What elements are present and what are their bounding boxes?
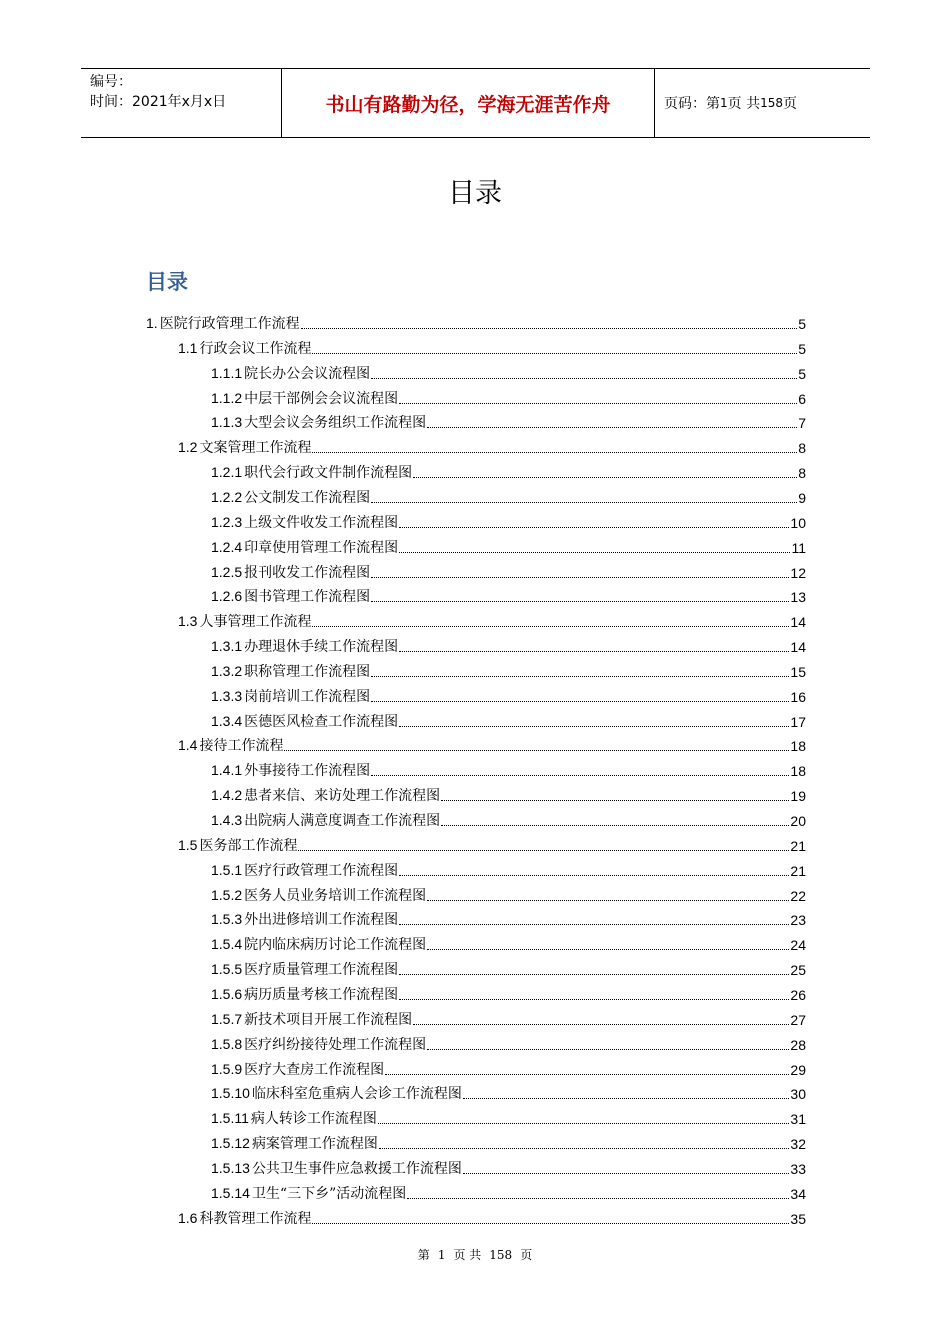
toc-entry-number: 1.3.2 bbox=[211, 662, 243, 679]
toc-entry-title: 医务人员业务培训工作流程图 bbox=[244, 887, 427, 904]
toc-entry-label bbox=[211, 462, 412, 483]
toc-entry-label bbox=[211, 412, 426, 433]
toc-entry-title: 图书管理工作流程图 bbox=[244, 589, 371, 606]
toc-entry-label bbox=[211, 388, 398, 409]
toc-entry-number: 1.5.12 bbox=[211, 1135, 250, 1152]
toc-entry-number: 1. bbox=[146, 315, 158, 331]
toc-entry-number: 1.4.1 bbox=[211, 762, 243, 779]
toc-entry-page: 28 bbox=[790, 1036, 806, 1053]
toc-entry-title: 医务部工作流程 bbox=[199, 837, 298, 854]
toc-entry-number: 1.3.4 bbox=[211, 712, 243, 729]
toc-dot-leader bbox=[371, 600, 789, 602]
toc-entry-label bbox=[211, 487, 370, 508]
toc-entry-label bbox=[211, 1009, 412, 1030]
toc-entry-label bbox=[211, 537, 398, 558]
toc-dot-leader bbox=[413, 1023, 789, 1025]
toc-entry-number: 1.5.11 bbox=[211, 1110, 249, 1127]
toc-entry[interactable] bbox=[211, 807, 806, 831]
footer-suffix: 页 bbox=[520, 1248, 533, 1262]
footer-total: 158 bbox=[489, 1248, 513, 1262]
toc-entry-label bbox=[211, 1083, 462, 1104]
toc-entry-number: 1.5.4 bbox=[211, 936, 243, 953]
toc-entry-title: 印章使用管理工作流程图 bbox=[244, 539, 399, 556]
toc-entry-number: 1.5.2 bbox=[211, 886, 243, 903]
toc-dot-leader bbox=[399, 998, 789, 1000]
toc-entry[interactable] bbox=[211, 583, 806, 607]
toc-dot-leader bbox=[371, 501, 797, 503]
toc-entry[interactable] bbox=[211, 981, 806, 1005]
toc-dot-leader bbox=[399, 551, 790, 553]
toc-entry-number: 1.5.3 bbox=[211, 911, 243, 928]
toc-entry-page: 32 bbox=[790, 1136, 806, 1153]
toc-dot-leader bbox=[399, 650, 789, 652]
toc-entry-title: 接待工作流程 bbox=[199, 738, 284, 755]
toc-entry-page: 29 bbox=[790, 1061, 806, 1078]
toc-entry[interactable] bbox=[178, 732, 806, 756]
toc-entry-label bbox=[211, 885, 426, 906]
page-footer bbox=[0, 1246, 950, 1263]
toc-entry-number: 1.2.2 bbox=[211, 488, 243, 505]
toc-entry-number: 1.6 bbox=[178, 1209, 198, 1226]
toc-entry-title: 职代会行政文件制作流程图 bbox=[244, 465, 413, 482]
footer-current: 1 bbox=[437, 1248, 446, 1262]
toc-entry-title: 公文制发工作流程图 bbox=[244, 489, 371, 506]
header-page-total: 158 bbox=[760, 96, 783, 110]
toc-dot-leader bbox=[301, 327, 798, 329]
toc-entry-page: 23 bbox=[790, 912, 806, 929]
toc-entry-page: 8 bbox=[798, 465, 806, 482]
toc-dot-leader bbox=[371, 377, 797, 379]
toc-entry-page: 15 bbox=[790, 663, 806, 680]
toc-dot-leader bbox=[463, 1172, 789, 1174]
toc-entry[interactable] bbox=[211, 1056, 806, 1080]
page-header bbox=[81, 68, 870, 138]
toc-entry-number: 1.2.3 bbox=[211, 513, 243, 530]
toc-entry-number: 1.2.4 bbox=[211, 538, 243, 555]
toc-dot-leader bbox=[371, 774, 789, 776]
toc-entry-title: 医疗行政管理工作流程图 bbox=[244, 862, 399, 879]
toc-entry[interactable] bbox=[211, 906, 806, 930]
toc-entry-number: 1.2 bbox=[178, 439, 198, 456]
toc-entry-page: 5 bbox=[798, 316, 806, 332]
toc-entry-title: 办理退休手续工作流程图 bbox=[244, 639, 399, 656]
toc-entry-page: 12 bbox=[790, 564, 806, 581]
toc-entry-number: 1.5.13 bbox=[211, 1159, 250, 1176]
toc-entry[interactable] bbox=[211, 683, 806, 707]
toc-entry-title: 行政会议工作流程 bbox=[199, 340, 312, 357]
toc-entry-title: 外出进修培训工作流程图 bbox=[244, 912, 399, 929]
toc-entry[interactable] bbox=[211, 882, 806, 906]
toc-entry-number: 1.5.7 bbox=[211, 1010, 243, 1027]
toc-entry-page: 22 bbox=[790, 887, 806, 904]
toc-entry-label bbox=[211, 1059, 384, 1080]
toc-entry[interactable] bbox=[211, 857, 806, 881]
toc-entry-page: 30 bbox=[790, 1086, 806, 1103]
toc-entry-number: 1.4.2 bbox=[211, 787, 243, 804]
toc-entry-page: 5 bbox=[798, 340, 806, 357]
footer-prefix: 第 bbox=[417, 1248, 430, 1262]
footer-mid: 页 共 bbox=[453, 1248, 482, 1262]
toc-dot-leader bbox=[312, 1222, 789, 1224]
toc-entry-page: 5 bbox=[798, 365, 806, 382]
toc-entry-label bbox=[178, 611, 311, 632]
toc-entry-page: 26 bbox=[790, 986, 806, 1003]
header-page-current: 1 bbox=[720, 96, 728, 110]
toc-entry-page: 14 bbox=[790, 614, 806, 631]
toc-entry[interactable] bbox=[211, 782, 806, 806]
toc-entry-title: 医德医风检查工作流程图 bbox=[244, 713, 399, 730]
toc-entry-title: 医疗大查房工作流程图 bbox=[244, 1061, 385, 1078]
toc-entry-page: 18 bbox=[790, 738, 806, 755]
toc-dot-leader bbox=[379, 1147, 789, 1149]
toc-entry-number: 1.1 bbox=[178, 339, 198, 356]
toc-entry-label bbox=[211, 860, 398, 881]
toc-entry-label bbox=[178, 437, 311, 458]
toc-entry-label bbox=[211, 959, 398, 980]
toc-entry[interactable] bbox=[211, 534, 806, 558]
toc-entry-label bbox=[211, 760, 370, 781]
toc-entry[interactable] bbox=[211, 409, 806, 433]
toc-entry-title: 上级文件收发工作流程图 bbox=[244, 514, 399, 531]
toc-entry-label bbox=[211, 1133, 378, 1154]
header-page-prefix: 页码：第 bbox=[664, 96, 720, 112]
toc-entry[interactable] bbox=[211, 658, 806, 682]
toc-entry[interactable] bbox=[211, 1031, 806, 1055]
toc-dot-leader bbox=[441, 799, 789, 801]
toc-entry-title: 病人转诊工作流程图 bbox=[250, 1111, 377, 1128]
toc-entry[interactable] bbox=[178, 1205, 806, 1229]
toc-entry-page: 10 bbox=[790, 514, 806, 531]
toc-entry-number: 1.2.1 bbox=[211, 464, 243, 481]
document-id-label: 编号： bbox=[90, 74, 132, 90]
toc-entry[interactable] bbox=[211, 360, 806, 384]
toc-entry-page: 14 bbox=[790, 639, 806, 656]
toc-dot-leader bbox=[399, 725, 789, 727]
toc-entry[interactable] bbox=[211, 1155, 806, 1179]
toc-entry[interactable] bbox=[211, 708, 806, 732]
toc-entry-label bbox=[211, 711, 398, 732]
toc-dot-leader bbox=[413, 476, 797, 478]
toc-dot-leader bbox=[399, 402, 797, 404]
toc-dot-leader bbox=[441, 824, 789, 826]
toc-dot-leader bbox=[407, 1197, 789, 1199]
toc-dot-leader bbox=[399, 874, 789, 876]
toc-entry-label bbox=[211, 909, 398, 930]
toc-entry-page: 24 bbox=[790, 937, 806, 954]
toc-dot-leader bbox=[371, 675, 789, 677]
toc-entry-title: 职称管理工作流程图 bbox=[244, 663, 371, 680]
toc-entry-label bbox=[211, 1108, 377, 1129]
toc-dot-leader bbox=[427, 948, 789, 950]
toc-entry-label bbox=[146, 313, 300, 334]
toc-dot-leader bbox=[378, 1122, 790, 1124]
toc-dot-leader bbox=[399, 923, 789, 925]
toc-entry-number: 1.2.6 bbox=[211, 588, 243, 605]
toc-entry[interactable] bbox=[211, 484, 806, 508]
toc-entry-page: 16 bbox=[790, 688, 806, 705]
toc-entry-number: 1.4 bbox=[178, 737, 198, 754]
toc-entry-page: 17 bbox=[790, 713, 806, 730]
toc-dot-leader bbox=[284, 749, 789, 751]
document-time-label: 时间：2021年x月x日 bbox=[90, 94, 227, 110]
toc-entry-page: 11 bbox=[791, 539, 806, 556]
toc-entry-label bbox=[211, 661, 370, 682]
toc-entry-title: 文案管理工作流程 bbox=[199, 440, 312, 457]
toc-entry[interactable] bbox=[178, 832, 806, 856]
toc-entry-title: 大型会议会务组织工作流程图 bbox=[244, 415, 427, 432]
toc-entry-label bbox=[211, 934, 426, 955]
toc-entry-title: 医疗质量管理工作流程图 bbox=[244, 962, 399, 979]
toc-dot-leader bbox=[312, 625, 789, 627]
toc-entry-number: 1.5.14 bbox=[211, 1184, 250, 1201]
toc-entry-label bbox=[178, 735, 283, 756]
toc-dot-leader bbox=[463, 1097, 789, 1099]
toc-entry-label bbox=[211, 586, 370, 607]
toc-dot-leader bbox=[385, 1073, 789, 1075]
toc-entry-page: 33 bbox=[790, 1160, 806, 1177]
toc-entry[interactable] bbox=[211, 1130, 806, 1154]
toc-dot-leader bbox=[427, 426, 797, 428]
toc-entry-number: 1.3.1 bbox=[211, 638, 243, 655]
toc-entry[interactable] bbox=[146, 310, 806, 334]
toc-entry-title: 院长办公会议流程图 bbox=[244, 365, 371, 382]
toc-entry-number: 1.5.9 bbox=[211, 1060, 243, 1077]
toc-dot-leader bbox=[312, 352, 797, 354]
toc-entry[interactable] bbox=[211, 931, 806, 955]
toc-entry-title: 中层干部例会会议流程图 bbox=[244, 390, 399, 407]
toc-entry-label bbox=[211, 562, 370, 583]
toc-entry-title: 医疗纠纷接待处理工作流程图 bbox=[244, 1036, 427, 1053]
toc-entry-number: 1.1.2 bbox=[211, 389, 243, 406]
header-page-info bbox=[655, 69, 870, 137]
toc-entry-number: 1.5.1 bbox=[211, 861, 243, 878]
toc-entry-title: 报刊收发工作流程图 bbox=[244, 564, 371, 581]
header-page-suffix: 页 bbox=[783, 96, 797, 112]
toc-entry[interactable] bbox=[178, 434, 806, 458]
toc-entry[interactable] bbox=[211, 757, 806, 781]
toc-entry-label bbox=[211, 984, 398, 1005]
toc-entry-title: 卫生“三下乡”活动流程图 bbox=[251, 1185, 407, 1202]
toc-entry-page: 13 bbox=[790, 589, 806, 606]
toc-entry-number: 1.1.3 bbox=[211, 414, 243, 431]
toc-entry-title: 岗前培训工作流程图 bbox=[244, 688, 371, 705]
toc-entry-page: 27 bbox=[790, 1011, 806, 1028]
toc-entry-number: 1.5.6 bbox=[211, 985, 243, 1002]
toc-dot-leader bbox=[399, 526, 789, 528]
toc-entry-label bbox=[211, 363, 370, 384]
toc-entry-page: 20 bbox=[790, 813, 806, 829]
toc-entry-title: 病案管理工作流程图 bbox=[251, 1136, 378, 1153]
toc-entry-label bbox=[178, 338, 311, 359]
toc-dot-leader bbox=[399, 973, 789, 975]
toc-entry-page: 18 bbox=[790, 763, 806, 780]
toc-entry-title: 外事接待工作流程图 bbox=[244, 763, 371, 780]
toc-entry-page: 31 bbox=[790, 1111, 806, 1128]
toc-dot-leader bbox=[312, 451, 797, 453]
toc-entry[interactable] bbox=[178, 608, 806, 632]
toc-entry-label bbox=[178, 1208, 311, 1229]
toc-heading: 目录 bbox=[146, 270, 188, 294]
toc-entry-title: 临床科室危重病人会诊工作流程图 bbox=[251, 1086, 462, 1103]
toc-entry[interactable] bbox=[211, 633, 806, 657]
toc-dot-leader bbox=[298, 849, 789, 851]
toc-entry-page: 6 bbox=[798, 390, 806, 407]
toc-entry[interactable] bbox=[211, 1180, 806, 1204]
toc-entry[interactable] bbox=[211, 1006, 806, 1030]
toc-entry-label bbox=[211, 1034, 426, 1055]
toc-entry[interactable] bbox=[211, 385, 806, 409]
toc-entry-title: 出院病人满意度调查工作流程图 bbox=[244, 813, 441, 829]
toc-entry-label bbox=[211, 636, 398, 657]
toc-entry-label bbox=[211, 1183, 406, 1204]
toc-entry-number: 1.3 bbox=[178, 613, 198, 630]
toc-entry-page: 9 bbox=[798, 489, 806, 506]
toc-entry-label bbox=[211, 810, 440, 831]
toc-entry-page: 35 bbox=[790, 1210, 806, 1227]
toc-entry-title: 患者来信、来访处理工作流程图 bbox=[244, 788, 441, 805]
toc-entry-number: 1.1.1 bbox=[211, 364, 243, 381]
toc-entry-number: 1.4.3 bbox=[211, 812, 243, 828]
toc-entry[interactable] bbox=[178, 335, 806, 359]
toc-entry[interactable] bbox=[211, 1080, 806, 1104]
toc-entry-page: 19 bbox=[790, 788, 806, 805]
toc-entry-number: 1.5 bbox=[178, 836, 198, 853]
toc-entry[interactable] bbox=[211, 559, 806, 583]
toc-entry-number: 1.2.5 bbox=[211, 563, 243, 580]
toc-entry[interactable] bbox=[211, 1105, 806, 1129]
toc-entry-title: 人事管理工作流程 bbox=[199, 614, 312, 631]
toc-entry-page: 34 bbox=[790, 1185, 806, 1202]
header-motto: 书山有路勤为径，学海无涯苦作舟 bbox=[282, 69, 655, 137]
toc-entry-number: 1.5.5 bbox=[211, 961, 243, 978]
toc-entry-title: 科教管理工作流程 bbox=[199, 1210, 312, 1227]
toc-entry-label bbox=[211, 512, 398, 533]
toc-entry-number: 1.3.3 bbox=[211, 687, 243, 704]
header-page-mid: 页 共 bbox=[727, 96, 761, 112]
toc-entry-title: 病历质量考核工作流程图 bbox=[244, 986, 399, 1003]
toc-entry-title: 院内临床病历讨论工作流程图 bbox=[244, 937, 427, 954]
toc-entry-page: 8 bbox=[798, 440, 806, 457]
toc-dot-leader bbox=[371, 700, 789, 702]
toc-entry-number: 1.5.8 bbox=[211, 1035, 243, 1052]
toc-entry[interactable] bbox=[211, 956, 806, 980]
toc-entry-label bbox=[178, 835, 297, 856]
page-title: 目录 bbox=[448, 178, 502, 209]
toc-dot-leader bbox=[427, 899, 789, 901]
toc-entry-label bbox=[211, 686, 370, 707]
toc-entry-title: 公共卫生事件应急救援工作流程图 bbox=[251, 1160, 462, 1177]
toc-entry-title: 医院行政管理工作流程 bbox=[159, 316, 300, 332]
toc-entry[interactable] bbox=[211, 459, 806, 483]
toc-entry-number: 1.5.10 bbox=[211, 1085, 250, 1102]
toc-entry-page: 25 bbox=[790, 962, 806, 979]
toc-entry-title: 新技术项目开展工作流程图 bbox=[244, 1011, 413, 1028]
toc-entry[interactable] bbox=[211, 509, 806, 533]
toc-entry-page: 21 bbox=[790, 862, 806, 879]
toc-entry-page: 21 bbox=[790, 837, 806, 854]
toc-dot-leader bbox=[371, 576, 789, 578]
toc-entry-label bbox=[211, 1158, 462, 1179]
header-meta bbox=[81, 69, 282, 137]
toc-entry-page: 7 bbox=[798, 415, 806, 432]
toc-entry-label bbox=[211, 785, 440, 806]
toc-dot-leader bbox=[427, 1048, 789, 1050]
